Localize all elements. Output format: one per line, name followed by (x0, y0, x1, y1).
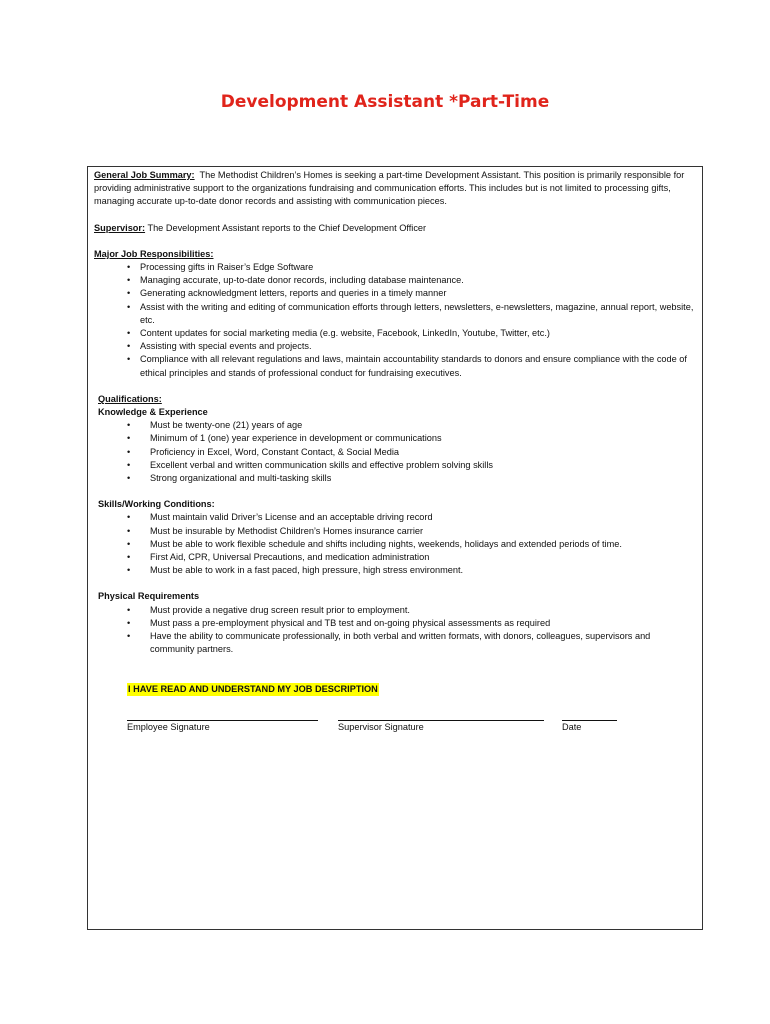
list-item: • Must be insurable by Methodist Children’s Homes insurance carrier (94, 525, 696, 538)
list-item: • Must be twenty-one (21) years of age (94, 419, 696, 432)
page-title: Development Assistant *Part-Time (220, 92, 550, 112)
list-item: • Assist with the writing and editing of communication efforts through letters, newsletters, e-newsletters, magazine, annual report, website, etc. (94, 301, 696, 327)
list-item: • Managing accurate, up-to-date donor records, including database maintenance. (94, 274, 696, 287)
list-item: • Content updates for social marketing media (e.g. website, Facebook, LinkedIn, Youtube, Twitter, etc.) (94, 327, 696, 340)
physical-list (94, 604, 696, 657)
supervisor-label: Supervisor: (94, 222, 146, 233)
list-item: • Processing gifts in Raiser’s Edge Software (94, 261, 696, 274)
responsibilities-list (94, 261, 696, 380)
knowledge-experience-heading: Knowledge & Experience (98, 407, 208, 418)
date-line[interactable] (562, 720, 617, 721)
list-item: • Minimum of 1 (one) year experience in development or communications (94, 432, 696, 445)
list-item: • Have the ability to communicate professionally, in both verbal and written formats, with donors, colleagues, supervisors and community partners. (94, 630, 696, 656)
skills-heading: Skills/Working Conditions: (98, 499, 215, 510)
list-item: • Excellent verbal and written communication skills and effective problem solving skills (94, 459, 696, 472)
qualifications-section (94, 393, 696, 419)
list-item: • Compliance with all relevant regulations and laws, maintain accountability standards to donors and ensure compliance with the code of ethical principles and stands of professional conduct for fundraising executives. (94, 353, 696, 379)
acknowledgment-line (94, 683, 696, 696)
skills-list (94, 511, 696, 577)
supervisor-signature-line[interactable] (338, 720, 544, 721)
general-job-summary (94, 169, 696, 209)
list-item: • Must pass a pre-employment physical and TB test and on-going physical assessments as required (94, 617, 696, 630)
supervisor-text: The Development Assistant reports to the Chief Development Officer (147, 222, 427, 233)
list-item: • Proficiency in Excel, Word, Constant Contact, & Social Media (94, 446, 696, 459)
list-item: • First Aid, CPR, Universal Precautions, and medication administration (94, 551, 696, 564)
responsibilities-heading: Major Job Responsibilities: (94, 248, 214, 259)
date-label: Date (562, 722, 582, 732)
list-item: • Must be able to work flexible schedule and shifts including nights, weekends, holidays and extended periods of time. (94, 538, 696, 551)
summary-text: The Methodist Children’s Homes is seeking a part-time Development Assistant. This position is primarily responsible for providing administrative support to the organizations fundraising and communication efforts. This includes but is not limited to processing gifts, managing accurate up-to-date donor records and assisting with communication pieces. (94, 170, 685, 207)
supervisor-signature-label: Supervisor Signature (338, 722, 424, 732)
list-item: • Must maintain valid Driver’s License and an acceptable driving record (94, 511, 696, 524)
qualifications-list (94, 419, 696, 485)
qualifications-heading: Qualifications: (98, 393, 162, 404)
employee-signature-label: Employee Signature (127, 722, 210, 732)
list-item: • Must be able to work in a fast paced, high pressure, high stress environment. (94, 564, 696, 577)
list-item: • Generating acknowledgment letters, reports and queries in a timely manner (94, 287, 696, 300)
job-description-content (94, 169, 696, 696)
supervisor-line (94, 222, 696, 235)
acknowledgment-text: I HAVE READ AND UNDERSTAND MY JOB DESCRIPTION (127, 683, 379, 696)
job-description-box (87, 166, 703, 930)
employee-signature-line[interactable] (127, 720, 318, 721)
summary-label: General Job Summary: (94, 170, 195, 180)
list-item: • Strong organizational and multi-tasking skills (94, 472, 696, 485)
list-item: • Assisting with special events and projects. (94, 340, 696, 353)
list-item: • Must provide a negative drug screen result prior to employment. (94, 604, 696, 617)
physical-heading: Physical Requirements (98, 591, 200, 602)
